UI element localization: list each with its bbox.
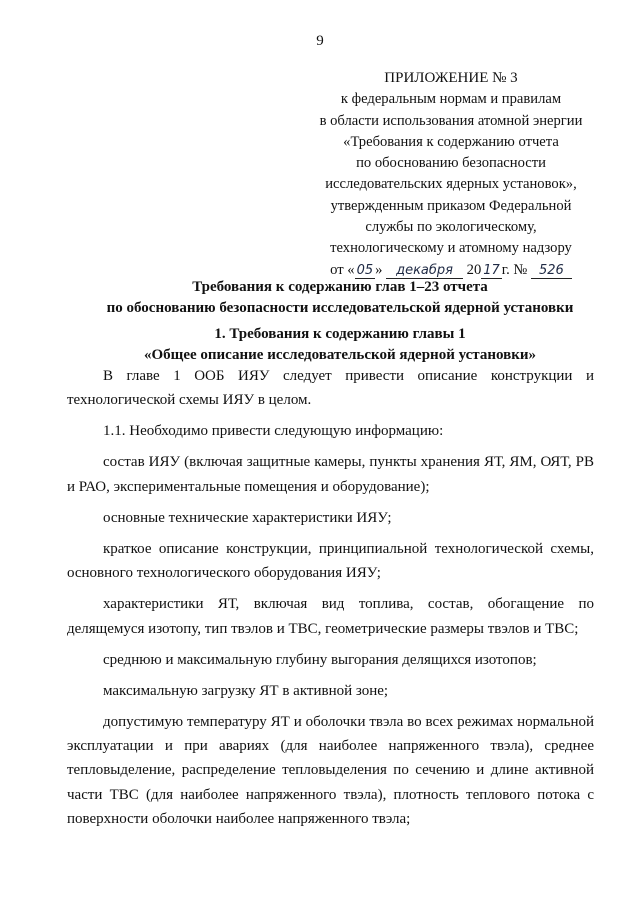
handwritten-day: 05	[356, 262, 374, 278]
paragraph: 1.1. Необходимо привести следующую информацию:	[103, 423, 444, 440]
document-title	[60, 277, 620, 319]
chapter-title	[60, 324, 620, 366]
paragraph: максимальную загрузку ЯТ в активной зоне;	[103, 682, 389, 699]
date-mid: »	[375, 261, 383, 278]
paragraph: допустимую температуру ЯТ и оболочки твэла во всех режимах нормальной эксплуатации и при авариях (для наиболее напряженного твэла), среднее тепловыделение, распределение тепловыделения по сечению и длине активной части ТВС (для наиболее напряженного твэла), плотность теплового потока с поверхности оболочки наиболее напряженного твэла;	[67, 713, 594, 828]
appendix-title: ПРИЛОЖЕНИЕ № 3	[384, 70, 518, 86]
page-number: 9	[316, 33, 324, 49]
chapter-title-line: 1. Требования к содержанию главы 1	[214, 326, 466, 342]
document-title-line: по обоснованию безопасности исследовательской ядерной установки	[106, 300, 574, 316]
paragraph: характеристики ЯТ, включая вид топлива, состав, обогащение по делящемуся изотопу, тип твэлов и ТВС, геометрические размеры твэлов и ТВС;	[67, 596, 594, 637]
appendix-header	[280, 68, 622, 281]
appendix-line: службы по экологическому,	[365, 219, 537, 236]
handwritten-order-number: 526	[531, 263, 572, 279]
document-title-line: Требования к содержанию глав 1–23 отчета	[192, 279, 488, 295]
date-year-prefix: 20	[466, 261, 482, 278]
body-text	[67, 364, 594, 838]
paragraph: краткое описание конструкции, принципиальной технологической схемы, основного технологического оборудования ИЯУ;	[67, 540, 594, 582]
appendix-line: «Требования к содержанию отчета	[343, 133, 559, 150]
date-number-prefix: г. №	[501, 261, 528, 278]
appendix-line: утвержденным приказом Федеральной	[330, 197, 572, 214]
paragraph: состав ИЯУ (включая защитные камеры, пункты хранения ЯТ, ЯМ, ОЯТ, РВ и РАО, экспериментальные помещения и оборудование);	[67, 454, 594, 495]
handwritten-year: 17	[483, 262, 500, 278]
appendix-line: в области использования атомной энергии	[319, 112, 583, 129]
appendix-line: по обоснованию безопасности	[356, 155, 546, 172]
chapter-title-line: «Общее описание исследовательской ядерной установки»	[144, 347, 536, 363]
appendix-line: технологическому и атомному надзору	[330, 240, 572, 257]
handwritten-month: декабря	[386, 263, 463, 279]
date-prefix: от «	[330, 261, 355, 278]
paragraph: среднюю и максимальную глубину выгорания делящихся изотопов;	[103, 651, 537, 668]
appendix-line: к федеральным нормам и правилам	[340, 91, 562, 108]
paragraph: основные технические характеристики ИЯУ;	[103, 509, 392, 526]
paragraph: В главе 1 ООБ ИЯУ следует привести описание конструкции и технологической схемы ИЯУ в целом.	[67, 368, 594, 409]
appendix-line: исследовательских ядерных установок»,	[325, 176, 577, 193]
